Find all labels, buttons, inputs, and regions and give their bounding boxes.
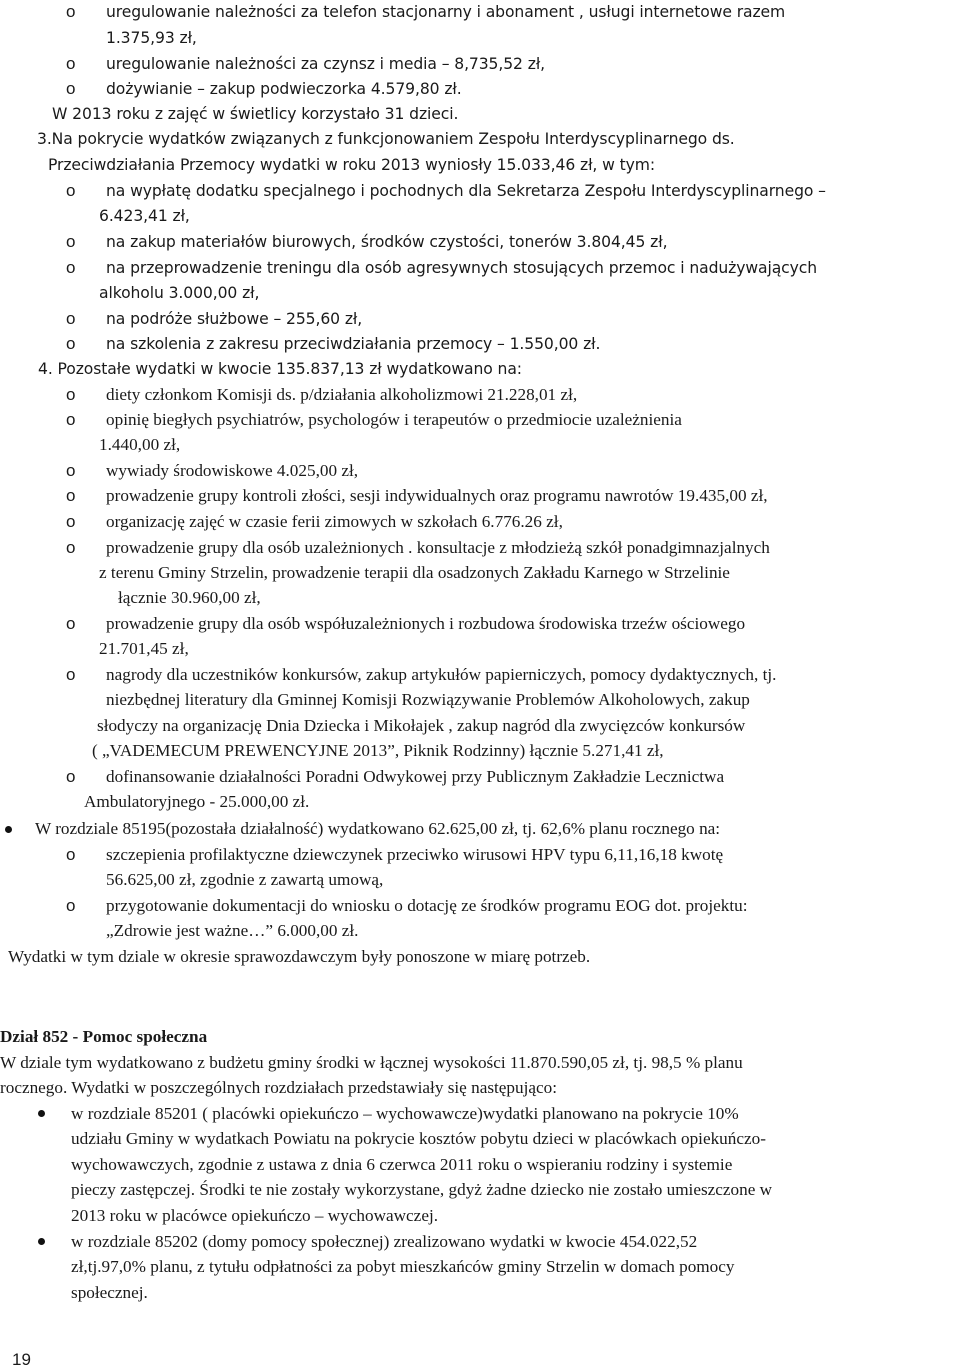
list-item-text: nagrody dla uczestników konkursów, zakup artykułów papierniczych, pomocy dydaktycznych, tj. xyxy=(106,665,777,684)
continuation-text: Ambulatoryjnego - 25.000,00 zł. xyxy=(84,792,310,811)
list-marker: o xyxy=(66,385,76,404)
intro-line: rocznego. Wydatki w poszczególnych rozdziałach przedstawiały się następująco: xyxy=(0,1078,558,1097)
list-marker: o xyxy=(66,512,76,531)
list-item-text: przygotowanie dokumentacji do wniosku o dotację ze środków programu EOG dot. projektu: xyxy=(106,896,748,915)
list-item-text: na podróże służbowe – 255,60 zł, xyxy=(106,310,363,328)
list-item-text: opinię biegłych psychiatrów, psychologów i terapeutów o przedmiocie uzależnienia xyxy=(106,410,682,429)
list-item-text: wywiady środowiskowe 4.025,00 zł, xyxy=(106,461,359,480)
paragraph-line: Wydatki w tym dziale w okresie sprawozdawczym były ponoszone w miarę potrzeb. xyxy=(8,947,591,966)
bullet-icon xyxy=(38,1110,45,1117)
list-marker: o xyxy=(66,309,76,328)
section-heading: Dział 852 - Pomoc społeczna xyxy=(0,1027,208,1046)
bullet-item-text: społecznej. xyxy=(71,1283,148,1302)
list-marker: o xyxy=(66,614,76,633)
list-item-text: organizację zajęć w czasie ferii zimowych w szkołach 6.776.26 zł, xyxy=(106,512,563,531)
continuation-text: niezbędnej literatury dla Gminnej Komisji Rozwiązywanie Problemów Alkoholowych, zakup xyxy=(106,690,750,709)
list-marker: o xyxy=(66,258,76,277)
list-marker: o xyxy=(66,767,76,786)
list-item-text: uregulowanie należności za telefon stacjonarny i abonament , usługi internetowe razem xyxy=(106,3,786,21)
bullet-item-text: zł,tj.97,0% planu, z tytułu odpłatności za pobyt mieszkańców gminy Strzelin w domach pomocy xyxy=(71,1257,735,1276)
paragraph-line: Przeciwdziałania Przemocy wydatki w roku 2013 wyniosły 15.033,46 zł, w tym: xyxy=(48,156,656,174)
list-item-text: na przeprowadzenie treningu dla osób agresywnych stosujących przemoc i nadużywających xyxy=(106,259,818,277)
continuation-text: słodyczy na organizację Dnia Dziecka i Mikołajek , zakup nagród dla zwycięzców konkursów xyxy=(97,716,746,735)
list-item-text: na szkolenia z zakresu przeciwdziałania przemocy – 1.550,00 zł. xyxy=(106,335,601,353)
page-number: 19 xyxy=(12,1350,31,1369)
bullet-item-text: udziału Gminy w wydatkach Powiatu na pokrycie kosztów pobytu dzieci w placówkach opiekuńczo- xyxy=(71,1129,766,1148)
list-marker: o xyxy=(66,486,76,505)
list-item-text: prowadzenie grupy dla osób uzależnionych . konsultacje z młodzieżą szkół ponadgimnazjalnych xyxy=(106,538,770,557)
intro-line: W dziale tym wydatkowano z budżetu gminy środki w łącznej wysokości 11.870.590,05 zł, tj. 98,5 % planu xyxy=(0,1053,743,1072)
list-item-text: uregulowanie należności za czynsz i media – 8,735,52 zł, xyxy=(106,55,546,73)
list-marker: o xyxy=(66,2,76,21)
list-marker: o xyxy=(66,461,76,480)
continuation-text: alkoholu 3.000,00 zł, xyxy=(99,284,260,302)
continuation-text: 56.625,00 zł, zgodnie z zawartą umową, xyxy=(106,870,384,889)
continuation-text: 1.440,00 zł, xyxy=(99,435,181,454)
section-heading-line: 3.Na pokrycie wydatków związanych z funkcjonowaniem Zespołu Interdyscyplinarnego ds. xyxy=(37,130,735,148)
list-marker: o xyxy=(66,896,76,915)
continuation-text: „Zdrowie jest ważne…” 6.000,00 zł. xyxy=(106,921,359,940)
continuation-text: z terenu Gminy Strzelin, prowadzenie terapii dla osadzonych Zakładu Karnego w Strzelinie xyxy=(99,563,730,582)
bullet-item-text: W rozdziale 85195(pozostała działalność) wydatkowano 62.625,00 zł, tj. 62,6% planu rocznego na: xyxy=(35,819,721,838)
paragraph-line: W 2013 roku z zajęć w świetlicy korzystało 31 dzieci. xyxy=(52,105,459,123)
list-marker: o xyxy=(66,538,76,557)
continuation-text: łącznie 30.960,00 zł, xyxy=(118,588,261,607)
section-heading-line: 4. Pozostałe wydatki w kwocie 135.837,13 zł wydatkowano na: xyxy=(38,360,522,378)
list-marker: o xyxy=(66,665,76,684)
bullet-item-text: wychowawczych, zgodnie z ustawa z dnia 6 czerwca 2011 roku o wspieraniu rodziny i systemie xyxy=(71,1155,733,1174)
continuation-text: ( „VADEMECUM PREWENCYJNE 2013”, Piknik Rodzinny) łącznie 5.271,41 zł, xyxy=(92,741,664,760)
list-item-text: na wypłatę dodatku specjalnego i pochodnych dla Sekretarza Zespołu Interdyscyplinarnego – xyxy=(106,182,826,200)
list-marker: o xyxy=(66,232,76,251)
list-item-text: dofinansowanie działalności Poradni Odwykowej przy Publicznym Zakładzie Lecznictwa xyxy=(106,767,725,786)
continuation-text: 1.375,93 zł, xyxy=(106,29,197,47)
list-marker: o xyxy=(66,334,76,353)
bullet-icon xyxy=(5,826,12,833)
list-marker: o xyxy=(66,181,76,200)
list-item-text: prowadzenie grupy kontroli złości, sesji indywidualnych oraz programu nawrotów 19.435,00 zł, xyxy=(106,486,768,505)
list-marker: o xyxy=(66,54,76,73)
bullet-item-text: w rozdziale 85201 ( placówki opiekuńczo – wychowawcze)wydatki planowano na pokrycie 10% xyxy=(71,1104,739,1123)
list-item-text: diety członkom Komisji ds. p/działania alkoholizmowi 21.228,01 zł, xyxy=(106,385,578,404)
bullet-icon xyxy=(38,1238,45,1245)
bullet-item-text: w rozdziale 85202 (domy pomocy społecznej) zrealizowano wydatki w kwocie 454.022,52 xyxy=(71,1232,698,1251)
list-marker: o xyxy=(66,79,76,98)
list-marker: o xyxy=(66,845,76,864)
list-item-text: szczepienia profilaktyczne dziewczynek przeciwko wirusowi HPV typu 6,11,16,18 kwotę xyxy=(106,845,724,864)
list-item-text: dożywianie – zakup podwieczorka 4.579,80 zł. xyxy=(106,80,462,98)
bullet-item-text: 2013 roku w placówce opiekuńczo – wychowawczej. xyxy=(71,1206,439,1225)
continuation-text: 6.423,41 zł, xyxy=(99,207,190,225)
list-item-text: na zakup materiałów biurowych, środków czystości, tonerów 3.804,45 zł, xyxy=(106,233,668,251)
list-item-text: prowadzenie grupy dla osób współuzależnionych i rozbudowa środowiska trzeźw ościowego xyxy=(106,614,746,633)
continuation-text: 21.701,45 zł, xyxy=(99,639,189,658)
list-marker: o xyxy=(66,410,76,429)
bullet-item-text: pieczy zastępczej. Środki te nie zostały wykorzystane, gdyż żadne dziecko nie zostało umieszczone w xyxy=(71,1180,773,1199)
